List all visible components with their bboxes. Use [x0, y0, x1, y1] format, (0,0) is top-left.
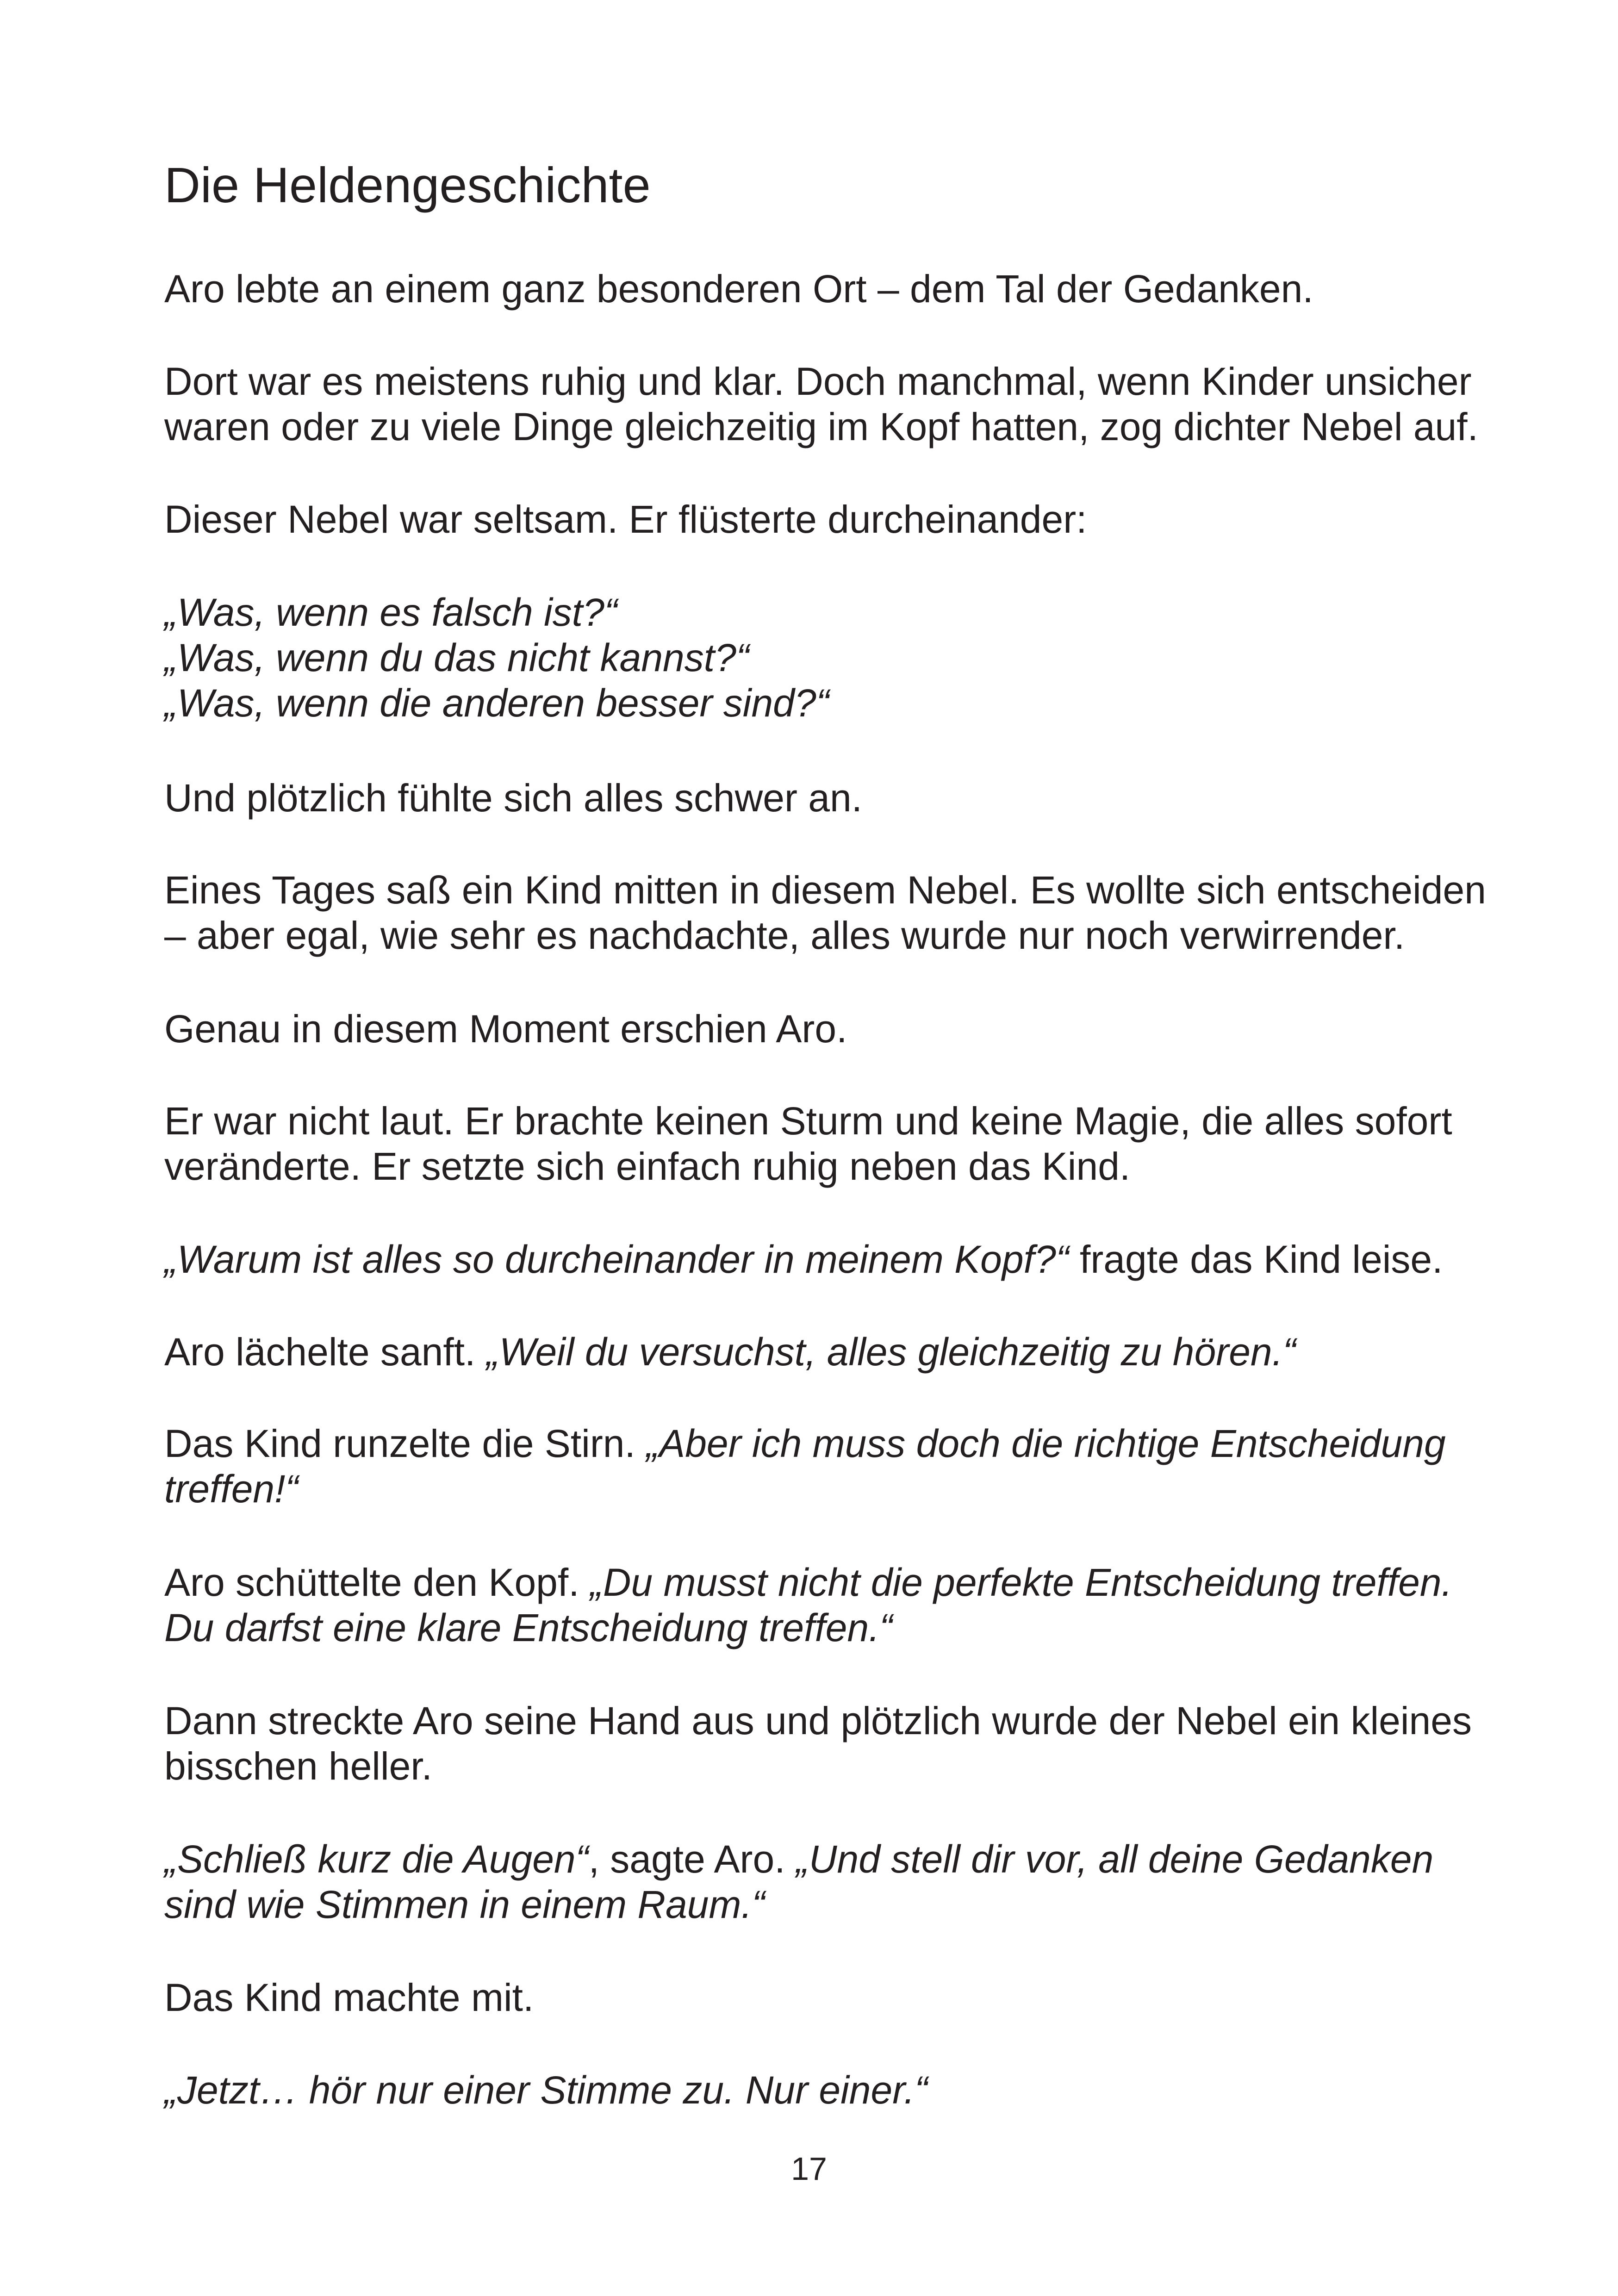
paragraph-5: Und plötzlich fühlte sich alles schwer an.	[164, 776, 863, 820]
paragraph-3: Dieser Nebel war seltsam. Er flüsterte durcheinander:	[164, 498, 1087, 541]
page-number: 17	[791, 2151, 827, 2187]
paragraph-13	[164, 1698, 1472, 1789]
paragraph-11-lead: Das Kind runzelte die Stirn.	[164, 1422, 647, 1465]
paragraph-11-quote-line-1: „Aber ich muss doch die richtige Entscheidung	[646, 1422, 1446, 1465]
paragraph-4-quotes	[164, 590, 829, 726]
paragraph-13-line-2: bisschen heller.	[164, 1744, 433, 1788]
paragraph-12-quote-line-1: „Du musst nicht die perfekte Entscheidung treffen.	[590, 1561, 1452, 1604]
paragraph-9	[164, 1237, 1443, 1282]
paragraph-14-quote-1: „Schließ kurz die Augen“	[164, 1837, 589, 1881]
paragraph-8	[164, 1098, 1452, 1189]
paragraph-11	[164, 1421, 1446, 1512]
paragraph-10-lead: Aro lächelte sanft.	[164, 1330, 486, 1374]
paragraph-12-lead: Aro schüttelte den Kopf.	[164, 1561, 590, 1604]
quote-line-2: „Was, wenn du das nicht kannst?“	[164, 636, 749, 679]
paragraph-14-mid: , sagte Aro.	[588, 1837, 796, 1881]
paragraph-7: Genau in diesem Moment erschien Aro.	[164, 1007, 847, 1051]
paragraph-14	[164, 1836, 1433, 1927]
paragraph-12-quote-line-2: Du darfst eine klare Entscheidung treffen.“	[164, 1606, 893, 1649]
paragraph-16: „Jetzt… hör nur einer Stimme zu. Nur einer.“	[164, 2068, 928, 2112]
paragraph-12	[164, 1560, 1452, 1650]
paragraph-6-line-1: Eines Tages saß ein Kind mitten in diesem Nebel. Es wollte sich entscheiden	[164, 868, 1486, 912]
paragraph-8-line-2: veränderte. Er setzte sich einfach ruhig neben das Kind.	[164, 1145, 1131, 1188]
paragraph-1: Aro lebte an einem ganz besonderen Ort – dem Tal der Gedanken.	[164, 267, 1313, 311]
page-title: Die Heldengeschichte	[164, 157, 651, 213]
paragraph-9-rest: fragte das Kind leise.	[1069, 1238, 1443, 1281]
paragraph-15: Das Kind machte mit.	[164, 1976, 534, 2019]
paragraph-6	[164, 867, 1486, 958]
paragraph-8-line-1: Er war nicht laut. Er brachte keinen Sturm und keine Magie, die alles sofort	[164, 1099, 1452, 1143]
paragraph-11-quote-line-2: treffen!“	[164, 1467, 299, 1511]
paragraph-13-line-1: Dann streckte Aro seine Hand aus und plötzlich wurde der Nebel ein kleines	[164, 1699, 1472, 1742]
quote-line-3: „Was, wenn die anderen besser sind?“	[164, 681, 829, 725]
paragraph-6-line-2: – aber egal, wie sehr es nachdachte, alles wurde nur noch verwirrender.	[164, 914, 1405, 957]
paragraph-14-quote-2-line-1: „Und stell dir vor, all deine Gedanken	[796, 1837, 1434, 1881]
paragraph-2-line-2: waren oder zu viele Dinge gleichzeitig im Kopf hatten, zog dichter Nebel auf.	[164, 405, 1478, 448]
quote-line-1: „Was, wenn es falsch ist?“	[164, 591, 617, 634]
paragraph-9-quote: „Warum ist alles so durcheinander in meinem Kopf?“	[164, 1238, 1069, 1281]
paragraph-10-quote: „Weil du versuchst, alles gleichzeitig zu hören.“	[486, 1330, 1296, 1374]
paragraph-2	[164, 359, 1478, 449]
paragraph-14-quote-2-line-2: sind wie Stimmen in einem Raum.“	[164, 1883, 765, 1926]
paragraph-10	[164, 1329, 1296, 1375]
paragraph-2-line-1: Dort war es meistens ruhig und klar. Doch manchmal, wenn Kinder unsicher	[164, 360, 1472, 403]
